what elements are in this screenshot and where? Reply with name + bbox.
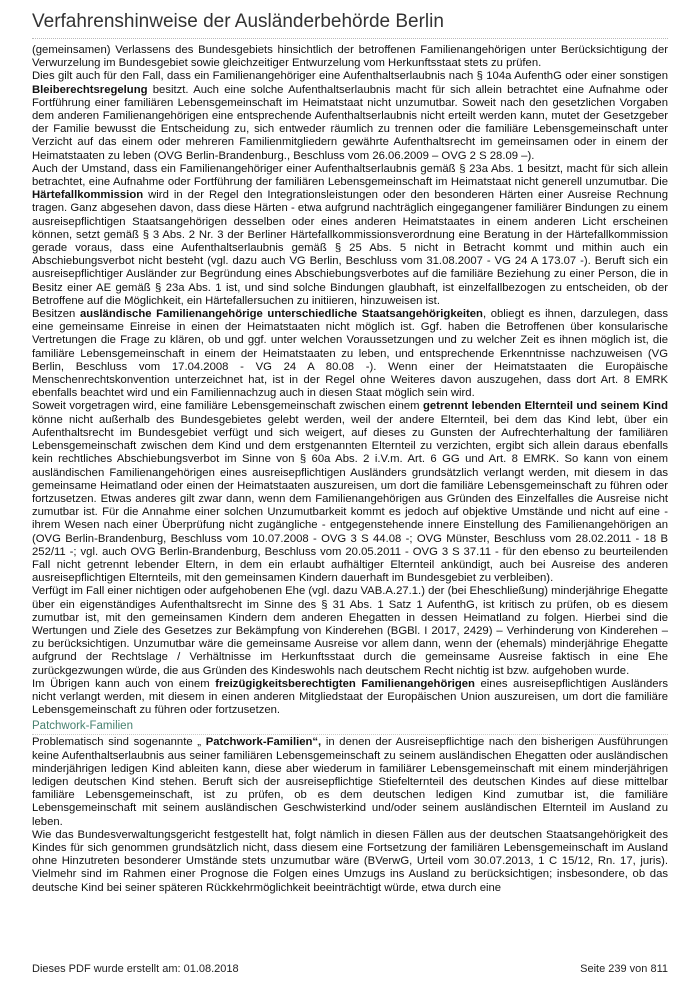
- text-run: Soweit vorgetragen wird, eine familiäre Lebensgemeinschaft zwischen einem: [32, 400, 423, 413]
- emphasis-text: ausländische Familienangehörige unterschiedliche Staatsangehörigkeiten: [79, 308, 483, 321]
- emphasis-text: Härtefallkommission: [32, 189, 144, 202]
- paragraph: [32, 678, 668, 718]
- text-run: (gemeinsamen) Verlassens des Bundesgebiets hinsichtlich der betroffenen Familienangehörigen unter Berücksichtigung der Verwurzelung im Bundesgebiet sowie gleichzeitiger Entwurzelung vom Herkunftsstaat stets zu prüfen.: [32, 44, 668, 70]
- text-run: , obliegt es ihnen, darzulegen, dass eine gemeinsame Einreise in einen der Heimatstaaten nicht möglich ist. Ggf. haben die Betroffenen über konsularische Vertretungen die Frage zu klären, ob und ggf. unter welchen Voraussetzungen und zu welcher Zeit es ihnen möglich ist, die familiäre Lebensgemeinschaft in einem der Heimatstaaten zu leben, und entsprechende Erkenntnisse nachzuweisen (VG Berlin, Beschluss vom 17.04.2008 - VG 24 A 80.08 -). Wenn einer der Heimatstaaten die Europäische Menschenrechtskonvention unterzeichnet hat, ist in der Regel ohne Weiteres davon auszugehen, dass dort Art. 8 EMRK ebenfalls beachtet wird und ein Familiennachzug auch in diesen Staat möglich sein wird.: [32, 308, 668, 400]
- paragraph: [32, 400, 668, 585]
- paragraph: [32, 163, 668, 308]
- paragraph: [32, 70, 668, 162]
- page-header: [32, 8, 668, 39]
- emphasis-text: Patchwork-Familien“,: [205, 736, 322, 749]
- paragraph: [32, 44, 668, 70]
- text-run: besitzt. Auch eine solche Aufenthaltserlaubnis macht für sich allein betrachtet eine Aufnahme oder Fortführung einer familiären Lebensgemeinschaft im Heimatstaat nicht unzumutbar. Soweit nach den gesetzlichen Vorgaben dem anderen Familienangehörigen eine entsprechende Aufenthaltserlaubnis nicht erteilt werden kann, mutet der Gesetzgeber der Familie bewusst die Entscheidung zu, sich entweder räumlich zu trennen oder die familiäre Lebensgemeinschaft unter Verzicht auf das einem oder mehreren Familienmitgliedern gewährte Aufenthaltsrecht im gemeinsamen oder in einem der Heimatstaaten zu leben (OVG Berlin-Brandenburg., Beschluss vom 26.06.2009 – OVG 2 S 28.09 –).: [32, 83, 668, 162]
- text-run: Besitzen: [32, 308, 80, 321]
- page-title: Verfahrenshinweise der Ausländerbehörde Berlin: [32, 11, 444, 32]
- footer-created-date: Dieses PDF wurde erstellt am: 01.08.2018: [32, 963, 239, 975]
- paragraph: [32, 585, 668, 677]
- paragraph: [32, 736, 668, 828]
- text-run: Auch der Umstand, dass ein Familienangehöriger einer Aufenthaltserlaubnis gemäß § 23a Abs. 1 besitzt, macht für sich allein betrachtet, eine Aufnahme oder Fortführung der familiären Lebensgemeinschaft im Heimatstaat nicht generell unzumutbar. Die: [32, 162, 668, 189]
- emphasis-text: getrennt lebenden Elternteil und seinem Kind: [423, 400, 668, 413]
- paragraph: [32, 829, 668, 895]
- text-run: Wie das Bundesverwaltungsgericht festgestellt hat, folgt nämlich in diesen Fällen aus der deutschen Staatsangehörigkeit des Kindes für sich genommen grundsätzlich nicht, dass diesem eine Fortsetzung der familiären Lebensgemeinschaft im Ausland ohne Hinzutreten besonderer Umstände stets unzumutbar wäre (BVerwG, Urteil vom 30.07.2013, 1 C 15/12, Rn. 17, juris). Vielmehr sind im Rahmen einer Prognose die Folgen eines Umzugs ins Ausland zu berücksichtigen; insbesondere, ob das deutsche Kind bei seiner späteren Rückkehrmöglichkeit beeinträchtigt würde, etwa durch eine: [32, 828, 668, 894]
- text-run: eines ausreisepflichtigen Ausländers nicht verlangt werden, mit diesem in einen anderen Mitgliedstaat der Europäischen Union auszureisen, um dort die familiäre Lebensgemeinschaft zu führen oder fortzusetzen.: [32, 677, 668, 717]
- section-heading-patchwork: Patchwork-Familien: [32, 718, 668, 735]
- emphasis-text: Bleiberechtsregelung: [32, 83, 148, 96]
- text-run: Im Übrigen kann auch von einem: [32, 677, 216, 690]
- emphasis-text: freizügigkeitsberechtigten Familienangehörigen: [215, 677, 475, 690]
- text-run: in denen der Ausreisepflichtige nach den bisherigen Ausführungen keine Aufenthaltserlaubnis aus seiner familiären Lebensgemeinschaft zu seinem ausländischen Ehegatten oder ausländischen minderjährigen ledigen Kind ableiten kann, diese aber wiederum in familiärer Lebensgemeinschaft mit einem minderjährigen ledigen deutschen Kind stehen. Beruft sich der ausreisepflichtige Stiefelternteil des deutschen Kindes auf diese mittelbar familiäre Lebensgemeinschaft, ist zu prüfen, ob es dem deutschen ledigen Kind zumutbar ist, die familiäre Lebensgemeinschaft mit seinem ausländischen Geschwisterkind und/oder seinem ausländischen Elternteil im Ausland zu leben.: [32, 736, 668, 828]
- text-run: könne nicht außerhalb des Bundesgebietes gelebt werden, weil der andere Elternteil, bei dem das Kind lebt, über ein Aufenthaltsrecht im Bundesgebiet verfügt und sich weigert, auf dieses zu Gunsten der Aufrechterhaltung der familiären Lebensgemeinschaft zwischen dem Kind und dem erstgenannten Elternteil zu verzichten, ergibt sich allein daraus ebenfalls kein rechtliches Abschiebungsverbot im Sinne von § 60a Abs. 2 i.V.m. Art. 6 GG und Art. 8 EMRK. So kann von einem ausländischen Familienangehörigen eines ausreisepflichtigen Ausländers grundsätzlich verlangt werden, mit diesem in das gemeinsame Heimatland oder einen der Heimatstaaten auszureisen, um dort die familiäre Lebensgemeinschaft zu führen oder fortzusetzen. Etwas anderes gilt zwar dann, wenn dem Familienangehörigen aus Gründen des Einzelfalles die Ausreise nicht zumutbar ist. Für die Annahme einer solchen Unzumutbarkeit kommt es jedoch auf objektive Umstände und nicht auf eine - ihrem Wesen nach einer Überprüfung nicht zugängliche - entgegenstehende innere Einstellung des Familienangehörigen an (OVG Berlin-Brandenburg, Beschluss vom 10.07.2008 - OVG 3 S 44.08 -; OVG Münster, Beschluss vom 28.02.2011 - 18 B 252/11 -; vgl. auch OVG Berlin-Brandenburg, Beschluss vom 20.05.2011 - OVG 3 S 37.11 - für den ebenso zu beurteilenden Fall nicht getrennt lebender Eltern, in dem ein erlaubt aufhältiger Elternteil ankündigt, auch bei Ausreise des anderen ausreisepflichtigen Elternteils, mit den gemeinsamen Kindern dauerhaft im Bundesgebiet zu verbleiben).: [32, 413, 668, 585]
- footer-page-number: Seite 239 von 811: [580, 963, 668, 975]
- text-run: Problematisch sind sogenannte „: [32, 736, 206, 749]
- text-run: Dies gilt auch für den Fall, dass ein Familienangehöriger eine Aufenthaltserlaubnis nach § 104a AufenthG oder einer sonstigen: [32, 70, 668, 83]
- text-run: wird in der Regel den Integrationsleistungen oder den besonderen Härten einer Ausreise Rechnung tragen. Ganz abgesehen davon, dass diese Härten - etwa aufgrund nachträglich eingegangener familiärer Bindungen zu einem ausreisepflichtigen Staatsangehörigen desselben oder eines anderen Heimatstaates in einem anderen Licht erscheinen können, setzt gemäß § 3 Abs. 2 Nr. 3 der Berliner Härtefallkommissionsverordnung eine Beratung in der Härtefallkommission gerade voraus, dass eine Aufenthaltserlaubnis gemäß § 25 Abs. 5 nicht in Betracht kommt und mithin auch ein Abschiebungsverbot nicht besteht (vgl. dazu auch VG Berlin, Beschluss vom 31.08.2007 - VG 24 A 173.07 -). Beruft sich ein ausreisepflichtiger Ausländer zur Begründung eines Abschiebungsverbotes auf die familiäre Beziehung zu einer Person, die in Besitz einer AE gemäß § 23a Abs. 1 ist, und sind solche Bindungen glaubhaft, ist einzelfallbezogen zu entscheiden, ob der Betroffene auf die Möglichkeit, ein Härtefallersuchen zu initiieren, hinzuweisen ist.: [32, 189, 668, 307]
- text-run: Verfügt im Fall einer nichtigen oder aufgehobenen Ehe (vgl. dazu VAB.A.27.1.) der (bei Eheschließung) minderjährige Ehegatte über ein eigenständiges Aufenthaltsrecht im Sinne des § 31 Abs. 1 Satz 1 AufenthG, ist kritisch zu prüfen, ob es diesem zumutbar ist, mit den gemeinsamen Kindern dem anderen Ehegatten in dessen Heimatland zu folgen. Hierbei sind die Wertungen und Ziele des Gesetzes zur Bekämpfung von Kinderehen (BGBl. I 2017, 2429) – Verhinderung von Kinderehen – zu berücksichtigen. Unzumutbar wäre die gemeinsame Ausreise vor allem dann, wenn der (ehemals) minderjährige Ehegatte aufgrund der Rechtslage / Verhältnisse im Herkunftsstaat durch die gemeinsame Ausreise faktisch in eine Ehe zurückgezwungen würde, die aus Gründen des Kindeswohls nach deutschem Recht nichtig ist bzw. aufgehoben wurde.: [32, 585, 668, 677]
- paragraph: [32, 308, 668, 400]
- document-body: [32, 44, 668, 949]
